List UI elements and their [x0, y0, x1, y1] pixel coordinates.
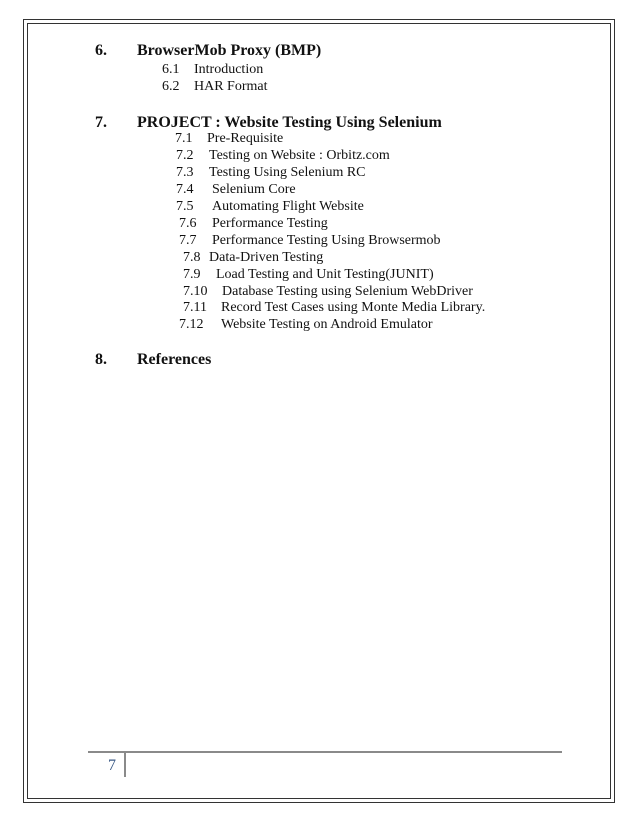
item-number: 7.5 [176, 199, 194, 214]
item-number: 6.2 [162, 79, 180, 94]
toc-item-7-10[interactable] [183, 284, 473, 300]
item-number: 7.7 [179, 233, 197, 248]
item-number: 7.10 [183, 284, 208, 299]
section-title: References [137, 351, 212, 368]
section-number: 6. [95, 42, 107, 59]
item-number: 7.4 [176, 182, 194, 197]
section-title: PROJECT : Website Testing Using Selenium [137, 114, 442, 131]
toc-item-7-4[interactable] [176, 182, 296, 198]
item-label: Testing on Website : Orbitz.com [209, 148, 390, 163]
toc-item-7-6[interactable] [179, 216, 328, 232]
item-number: 7.8 [183, 250, 201, 265]
item-number: 7.9 [183, 267, 201, 282]
page-border-inner [27, 23, 611, 799]
item-label: Introduction [194, 62, 264, 77]
toc-item-7-8[interactable] [183, 250, 323, 266]
item-label: Automating Flight Website [212, 199, 364, 214]
item-label: Record Test Cases using Monte Media Library. [221, 300, 486, 315]
item-label: HAR Format [194, 79, 268, 94]
toc-item-6-1[interactable] [162, 62, 263, 78]
item-label: Load Testing and Unit Testing(JUNIT) [216, 267, 434, 282]
item-number: 7.1 [175, 131, 193, 146]
item-label: Website Testing on Android Emulator [221, 317, 433, 332]
item-label: Performance Testing [212, 216, 328, 231]
toc-item-7-12[interactable] [179, 317, 433, 333]
item-label: Testing Using Selenium RC [209, 165, 366, 180]
toc-item-7-9[interactable] [183, 267, 434, 283]
item-number: 7.6 [179, 216, 197, 231]
section-number: 7. [95, 114, 107, 131]
item-number: 7.3 [176, 165, 194, 180]
toc-item-6-2[interactable] [162, 79, 268, 95]
toc-item-7-5[interactable] [176, 199, 364, 215]
footer-divider [124, 751, 126, 777]
item-label: Performance Testing Using Browsermob [212, 233, 441, 248]
item-number: 6.1 [162, 62, 180, 77]
item-label: Pre-Requisite [207, 131, 284, 146]
footer-rule [88, 751, 562, 753]
page-number: 7 [108, 757, 116, 774]
item-number: 7.11 [183, 300, 207, 315]
toc-item-7-11[interactable] [183, 300, 485, 316]
item-number: 7.2 [176, 148, 194, 163]
toc-item-7-1[interactable] [175, 131, 283, 147]
item-label: Database Testing using Selenium WebDriver [222, 284, 473, 299]
section-title: BrowserMob Proxy (BMP) [137, 42, 322, 59]
toc-item-7-3[interactable] [176, 165, 366, 181]
item-label: Selenium Core [212, 182, 296, 197]
item-number: 7.12 [179, 317, 204, 332]
toc-item-7-7[interactable] [179, 233, 441, 249]
section-number: 8. [95, 351, 107, 368]
toc-item-7-2[interactable] [176, 148, 390, 164]
item-label: Data-Driven Testing [209, 250, 324, 265]
